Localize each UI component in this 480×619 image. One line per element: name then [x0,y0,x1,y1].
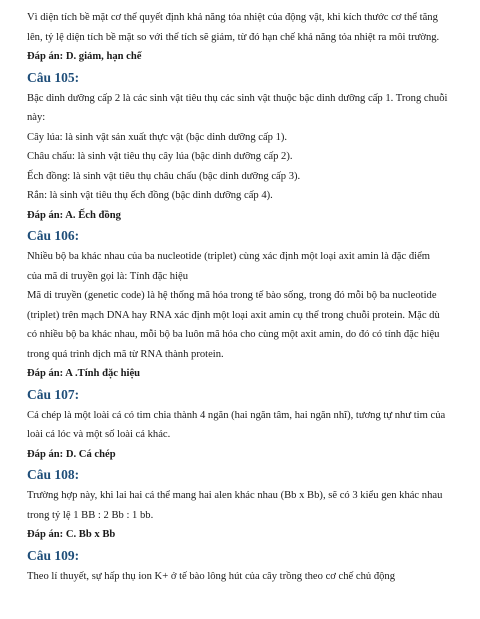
paragraph-line: Cá chép là một loài cá có tim chia thành 4 ngăn (hai ngăn tâm, hai ngăn nhĩ), tương tự như tim của [27,409,446,421]
answer-text: Đáp án: C. Bb x Bb [27,529,116,540]
paragraph-line: (triplet) trên mạch DNA hay RNA xác định một loại axit amin cụ thể trong chuỗi protein. Mặc dù [27,309,440,321]
intro-line: lên, tỷ lệ diện tích bề mặt so với thể tích sẽ giảm, từ đó hạn chế khả năng tỏa nhiệt ra môi trường. [27,31,440,43]
paragraph-line: Nhiều bộ ba khác nhau của ba nucleotide (triplet) cùng xác định một loại axit amin là đặc điểm [27,251,431,262]
paragraph-line: Ếch đồng: là sinh vật tiêu thụ châu chấu (bậc dinh dưỡng cấp 3). [27,170,301,182]
paragraph-line: loài cá lóc và một số loài cá khác. [27,429,171,440]
paragraph-line: Trường hợp này, khi lai hai cá thể mang hai alen khác nhau (Bb x Bb), sẽ có 3 kiểu gen khác nhau [27,490,443,501]
paragraph-line: Bậc dinh dưỡng cấp 2 là các sinh vật tiêu thụ các sinh vật thuộc bậc dinh dưỡng cấp 1. Trong chuỗi [27,92,448,104]
paragraph-line: Cây lúa: là sinh vật sản xuất thực vật (bậc dinh dưỡng cấp 1). [27,131,288,143]
paragraph-line: này: [27,112,46,123]
answer-text: Đáp án: D. Cá chép [27,448,116,460]
paragraph-line: Theo lí thuyết, sự hấp thụ ion K+ ở tế bào lông hút của cây trồng theo cơ chế chủ động [27,570,396,582]
paragraph-line: của mã di truyền gọi là: Tính đặc hiệu [27,270,189,282]
paragraph-line: Châu chấu: là sinh vật tiêu thụ cây lúa (bậc dinh dưỡng cấp 2). [27,151,293,162]
question-heading-106: Câu 106: [27,228,80,243]
paragraph-line: có nhiều bộ ba khác nhau, mỗi bộ ba luôn mã hóa cho cùng một axit amin, do đó có tính đặc hiệu [27,329,440,340]
paragraph-line: Mã di truyền (genetic code) là hệ thống mã hóa trong tế bào sống, trong đó mỗi bộ ba nucleotide [27,290,437,301]
answer-text: Đáp án: A .Tính đặc hiệu [27,368,141,379]
paragraph-line: trong tỷ lệ 1 BB : 2 Bb : 1 bb. [27,509,154,521]
intro-line: Vì diện tích bề mặt cơ thể quyết định khả năng tỏa nhiệt của động vật, khi kích thước cơ thể tăng [27,12,438,23]
question-heading-108: Câu 108: [27,467,80,482]
answer-text: Đáp án: A. Ếch đồng [27,209,121,221]
paragraph-line: trong quá trình dịch mã từ RNA thành protein. [27,348,224,360]
question-heading-107: Câu 107: [27,386,80,402]
answer-text: Đáp án: D. giảm, hạn chế [27,51,142,62]
question-heading-105: Câu 105: [27,69,80,85]
question-heading-109: Câu 109: [27,547,80,563]
paragraph-line: Rắn: là sinh vật tiêu thụ ếch đồng (bậc dinh dưỡng cấp 4). [27,190,273,201]
